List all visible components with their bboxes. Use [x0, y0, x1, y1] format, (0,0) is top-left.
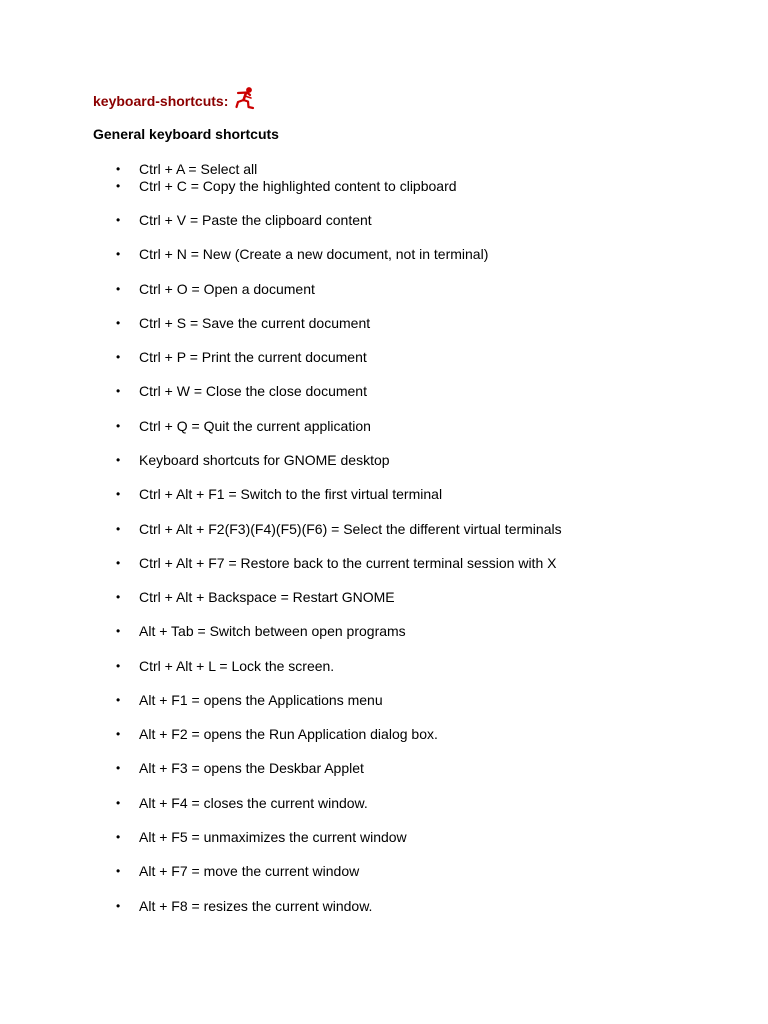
- shortcut-text: Alt + F8 = resizes the current window.: [139, 898, 373, 914]
- bullet-icon: •: [116, 864, 121, 878]
- bullet-icon: •: [116, 384, 121, 398]
- bullet-icon: •: [116, 350, 121, 364]
- shortcut-text: Ctrl + S = Save the current document: [139, 315, 371, 331]
- bullet-icon: •: [116, 213, 121, 227]
- runner-back-leg: [237, 100, 244, 107]
- document-title-row: [93, 86, 256, 110]
- shortcut-text: Alt + F1 = opens the Applications menu: [139, 692, 383, 708]
- bullet-icon: •: [116, 247, 121, 261]
- bullet-icon: •: [116, 419, 121, 433]
- runner-front-leg: [244, 100, 254, 108]
- shortcut-text: Ctrl + A = Select all: [139, 161, 258, 177]
- bullet-icon: •: [116, 453, 121, 467]
- bullet-icon: •: [116, 693, 121, 707]
- bullet-icon: •: [116, 830, 121, 844]
- bullet-icon: •: [116, 761, 121, 775]
- shortcut-text: Ctrl + Alt + L = Lock the screen.: [139, 658, 335, 674]
- shortcut-text: Alt + F7 = move the current window: [139, 863, 360, 879]
- runner-lower-arm: [245, 96, 251, 98]
- shortcut-text: Alt + F2 = opens the Run Application dialog box.: [139, 726, 438, 742]
- shortcut-text: Ctrl + Alt + F1 = Switch to the first virtual terminal: [139, 486, 443, 502]
- bullet-icon: •: [116, 590, 121, 604]
- bullet-icon: •: [116, 282, 121, 296]
- bullet-icon: •: [116, 556, 121, 570]
- shortcut-text: Ctrl + N = New (Create a new document, not in terminal): [139, 246, 489, 262]
- shortcut-text: Alt + Tab = Switch between open programs: [139, 623, 406, 639]
- bullet-icon: •: [116, 659, 121, 673]
- bullet-icon: •: [116, 727, 121, 741]
- shortcut-text: Ctrl + V = Paste the clipboard content: [139, 212, 372, 228]
- shortcut-text: Ctrl + O = Open a document: [139, 281, 315, 297]
- shortcut-text: Ctrl + W = Close the close document: [139, 383, 367, 399]
- shortcut-text: Ctrl + Alt + F2(F3)(F4)(F5)(F6) = Select the different virtual terminals: [139, 521, 562, 537]
- section-heading: General keyboard shortcuts: [93, 126, 279, 142]
- shortcut-text: Ctrl + P = Print the current document: [139, 349, 367, 365]
- bullet-icon: •: [116, 522, 121, 536]
- shortcut-text: Alt + F3 = opens the Deskbar Applet: [139, 760, 364, 776]
- bullet-icon: •: [116, 162, 121, 176]
- bullet-icon: •: [116, 624, 121, 638]
- shortcut-text: Ctrl + Alt + Backspace = Restart GNOME: [139, 589, 395, 605]
- shortcut-text: Keyboard shortcuts for GNOME desktop: [139, 452, 390, 468]
- bullet-icon: •: [116, 179, 121, 193]
- shortcut-text: Alt + F5 = unmaximizes the current window: [139, 829, 407, 845]
- shortcut-text: Ctrl + Alt + F7 = Restore back to the current terminal session with X: [139, 555, 557, 571]
- shortcut-text: Ctrl + C = Copy the highlighted content to clipboard: [139, 178, 457, 194]
- runner-arms: [238, 93, 250, 96]
- bullet-icon: •: [116, 796, 121, 810]
- bullet-icon: •: [116, 316, 121, 330]
- bullet-icon: •: [116, 899, 121, 913]
- document-title: keyboard-shortcuts:: [93, 93, 229, 109]
- red-running-figure-icon: [234, 86, 256, 110]
- shortcut-text: Ctrl + Q = Quit the current application: [139, 418, 371, 434]
- bullet-icon: •: [116, 487, 121, 501]
- shortcut-text: Alt + F4 = closes the current window.: [139, 795, 368, 811]
